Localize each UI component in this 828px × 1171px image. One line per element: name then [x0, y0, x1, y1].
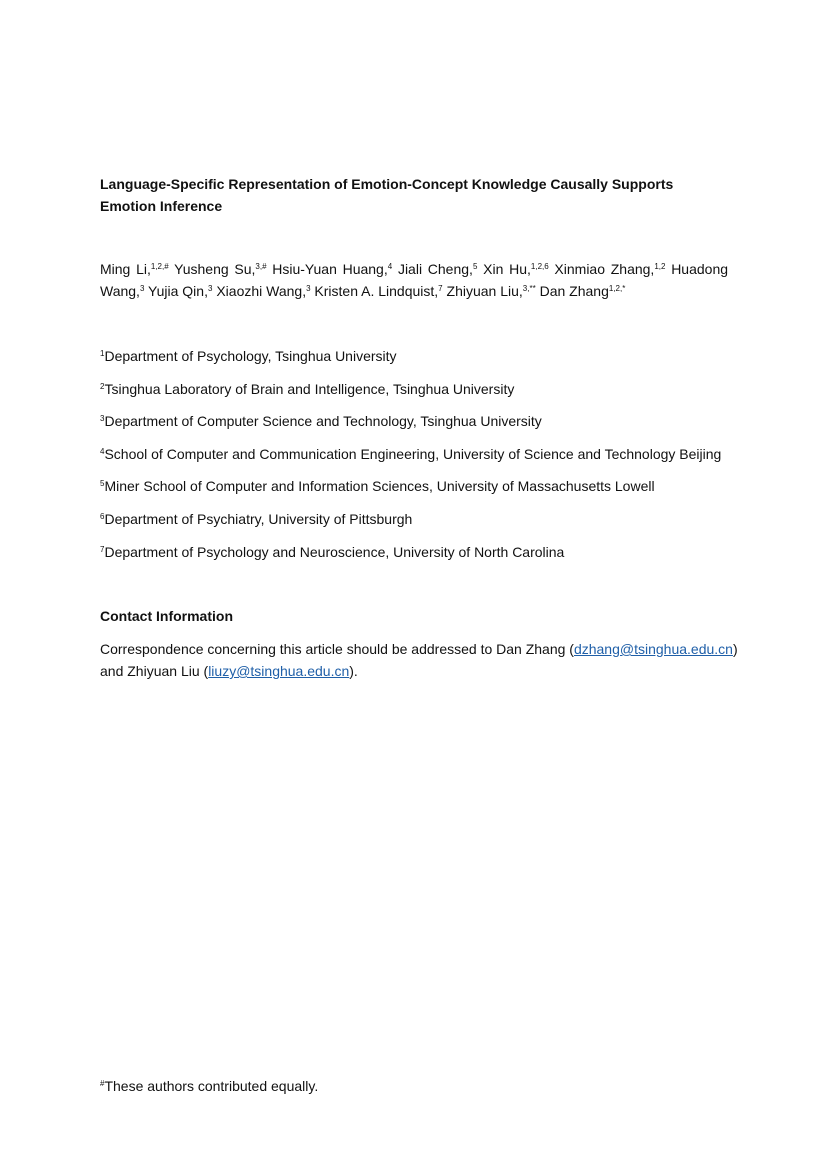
affiliation-text: Department of Psychiatry, University of Pittsburgh	[104, 510, 413, 527]
author-line-2	[100, 280, 730, 302]
author-affiliation-mark: 1,2,*	[608, 284, 626, 293]
author-name: Xin Hu,	[483, 261, 531, 277]
affiliation-number: 2	[100, 381, 105, 391]
author-name: Ming Li,	[100, 261, 151, 277]
author-name: Xiaozhi Wang,	[216, 283, 307, 299]
author-name: Jiali Cheng,	[397, 261, 473, 277]
affiliation-text: Tsinghua Laboratory of Brain and Intelligence, Tsinghua University	[104, 380, 515, 397]
author-name: Kristen A. Lindquist,	[314, 283, 439, 299]
author-affiliation-mark: 3,#	[255, 262, 267, 271]
author-name: Yujia Qin,	[148, 283, 208, 299]
affiliation-number: 5	[100, 479, 105, 489]
affiliation-number: 4	[100, 446, 105, 456]
author-name: Yusheng Su,	[174, 261, 256, 277]
equal-contribution-footnote	[100, 1075, 318, 1097]
footnote-mark: #	[100, 1079, 105, 1088]
author-name: Hsiu-Yuan Huang,	[272, 261, 388, 277]
affiliation-item	[100, 541, 760, 574]
author-affiliation-mark: 4	[387, 262, 393, 271]
contact-text: )	[732, 641, 738, 657]
title-line-2: Emotion Inference	[100, 198, 223, 214]
affiliation-list	[100, 345, 760, 573]
author-affiliation-mark: 3	[306, 284, 311, 293]
affiliation-text: Department of Psychology, Tsinghua University	[104, 348, 397, 364]
author-affiliation-mark: 1,2,#	[150, 262, 169, 271]
affiliation-item	[100, 475, 760, 508]
author-affiliation-mark: 7	[438, 284, 443, 293]
affiliation-number: 3	[100, 414, 105, 424]
affiliation-item	[100, 378, 760, 411]
affiliation-text: School of Computer and Communication Engineering, University of Science and Technology Beijing	[104, 445, 722, 462]
paper-title	[100, 173, 740, 217]
affiliation-text: Miner School of Computer and Information Sciences, University of Massachusetts Lowell	[104, 478, 655, 495]
contact-text: Correspondence concerning this article should be addressed to Dan Zhang (	[100, 641, 574, 657]
author-affiliation-mark: 5	[472, 262, 478, 271]
author-affiliation-mark: 3	[139, 284, 145, 293]
email-link-liuzy[interactable]: liuzy@tsinghua.edu.cn	[208, 663, 350, 679]
affiliation-number: 7	[100, 544, 105, 554]
affiliation-number: 6	[100, 511, 105, 521]
title-line-1: Language-Specific Representation of Emotion-Concept Knowledge Causally Supports	[100, 176, 674, 192]
affiliation-item	[100, 508, 760, 541]
contact-information	[100, 638, 740, 682]
author-name: Dan Zhang	[539, 283, 609, 299]
author-affiliation-mark: 1,2,6	[530, 262, 549, 271]
footnote-text: These authors contributed equally.	[104, 1078, 319, 1094]
affiliation-item	[100, 345, 760, 378]
author-list	[100, 258, 730, 302]
author-affiliation-mark: 1,2	[654, 262, 666, 271]
author-line-1	[100, 258, 728, 280]
affiliation-number: 1	[100, 349, 105, 358]
contact-text: ).	[349, 663, 358, 679]
author-name: Huadong	[671, 261, 729, 277]
contact-text: and Zhiyuan Liu (	[100, 663, 209, 679]
contact-line-1	[100, 638, 740, 660]
author-affiliation-mark: 3,**	[522, 284, 536, 293]
affiliation-text: Department of Computer Science and Technology, Tsinghua University	[104, 413, 542, 430]
affiliation-text: Department of Psychology and Neuroscience, University of North Carolina	[104, 543, 565, 560]
author-name: Wang,	[100, 283, 140, 299]
contact-line-2	[100, 660, 740, 682]
author-name: Xinmiao Zhang,	[554, 261, 655, 277]
author-name: Zhiyuan Liu,	[446, 283, 523, 299]
affiliation-item	[100, 443, 760, 476]
email-link-dzhang[interactable]: dzhang@tsinghua.edu.cn	[573, 641, 733, 657]
author-affiliation-mark: 3	[207, 284, 213, 293]
contact-heading: Contact Information	[100, 608, 233, 624]
affiliation-item	[100, 410, 760, 443]
